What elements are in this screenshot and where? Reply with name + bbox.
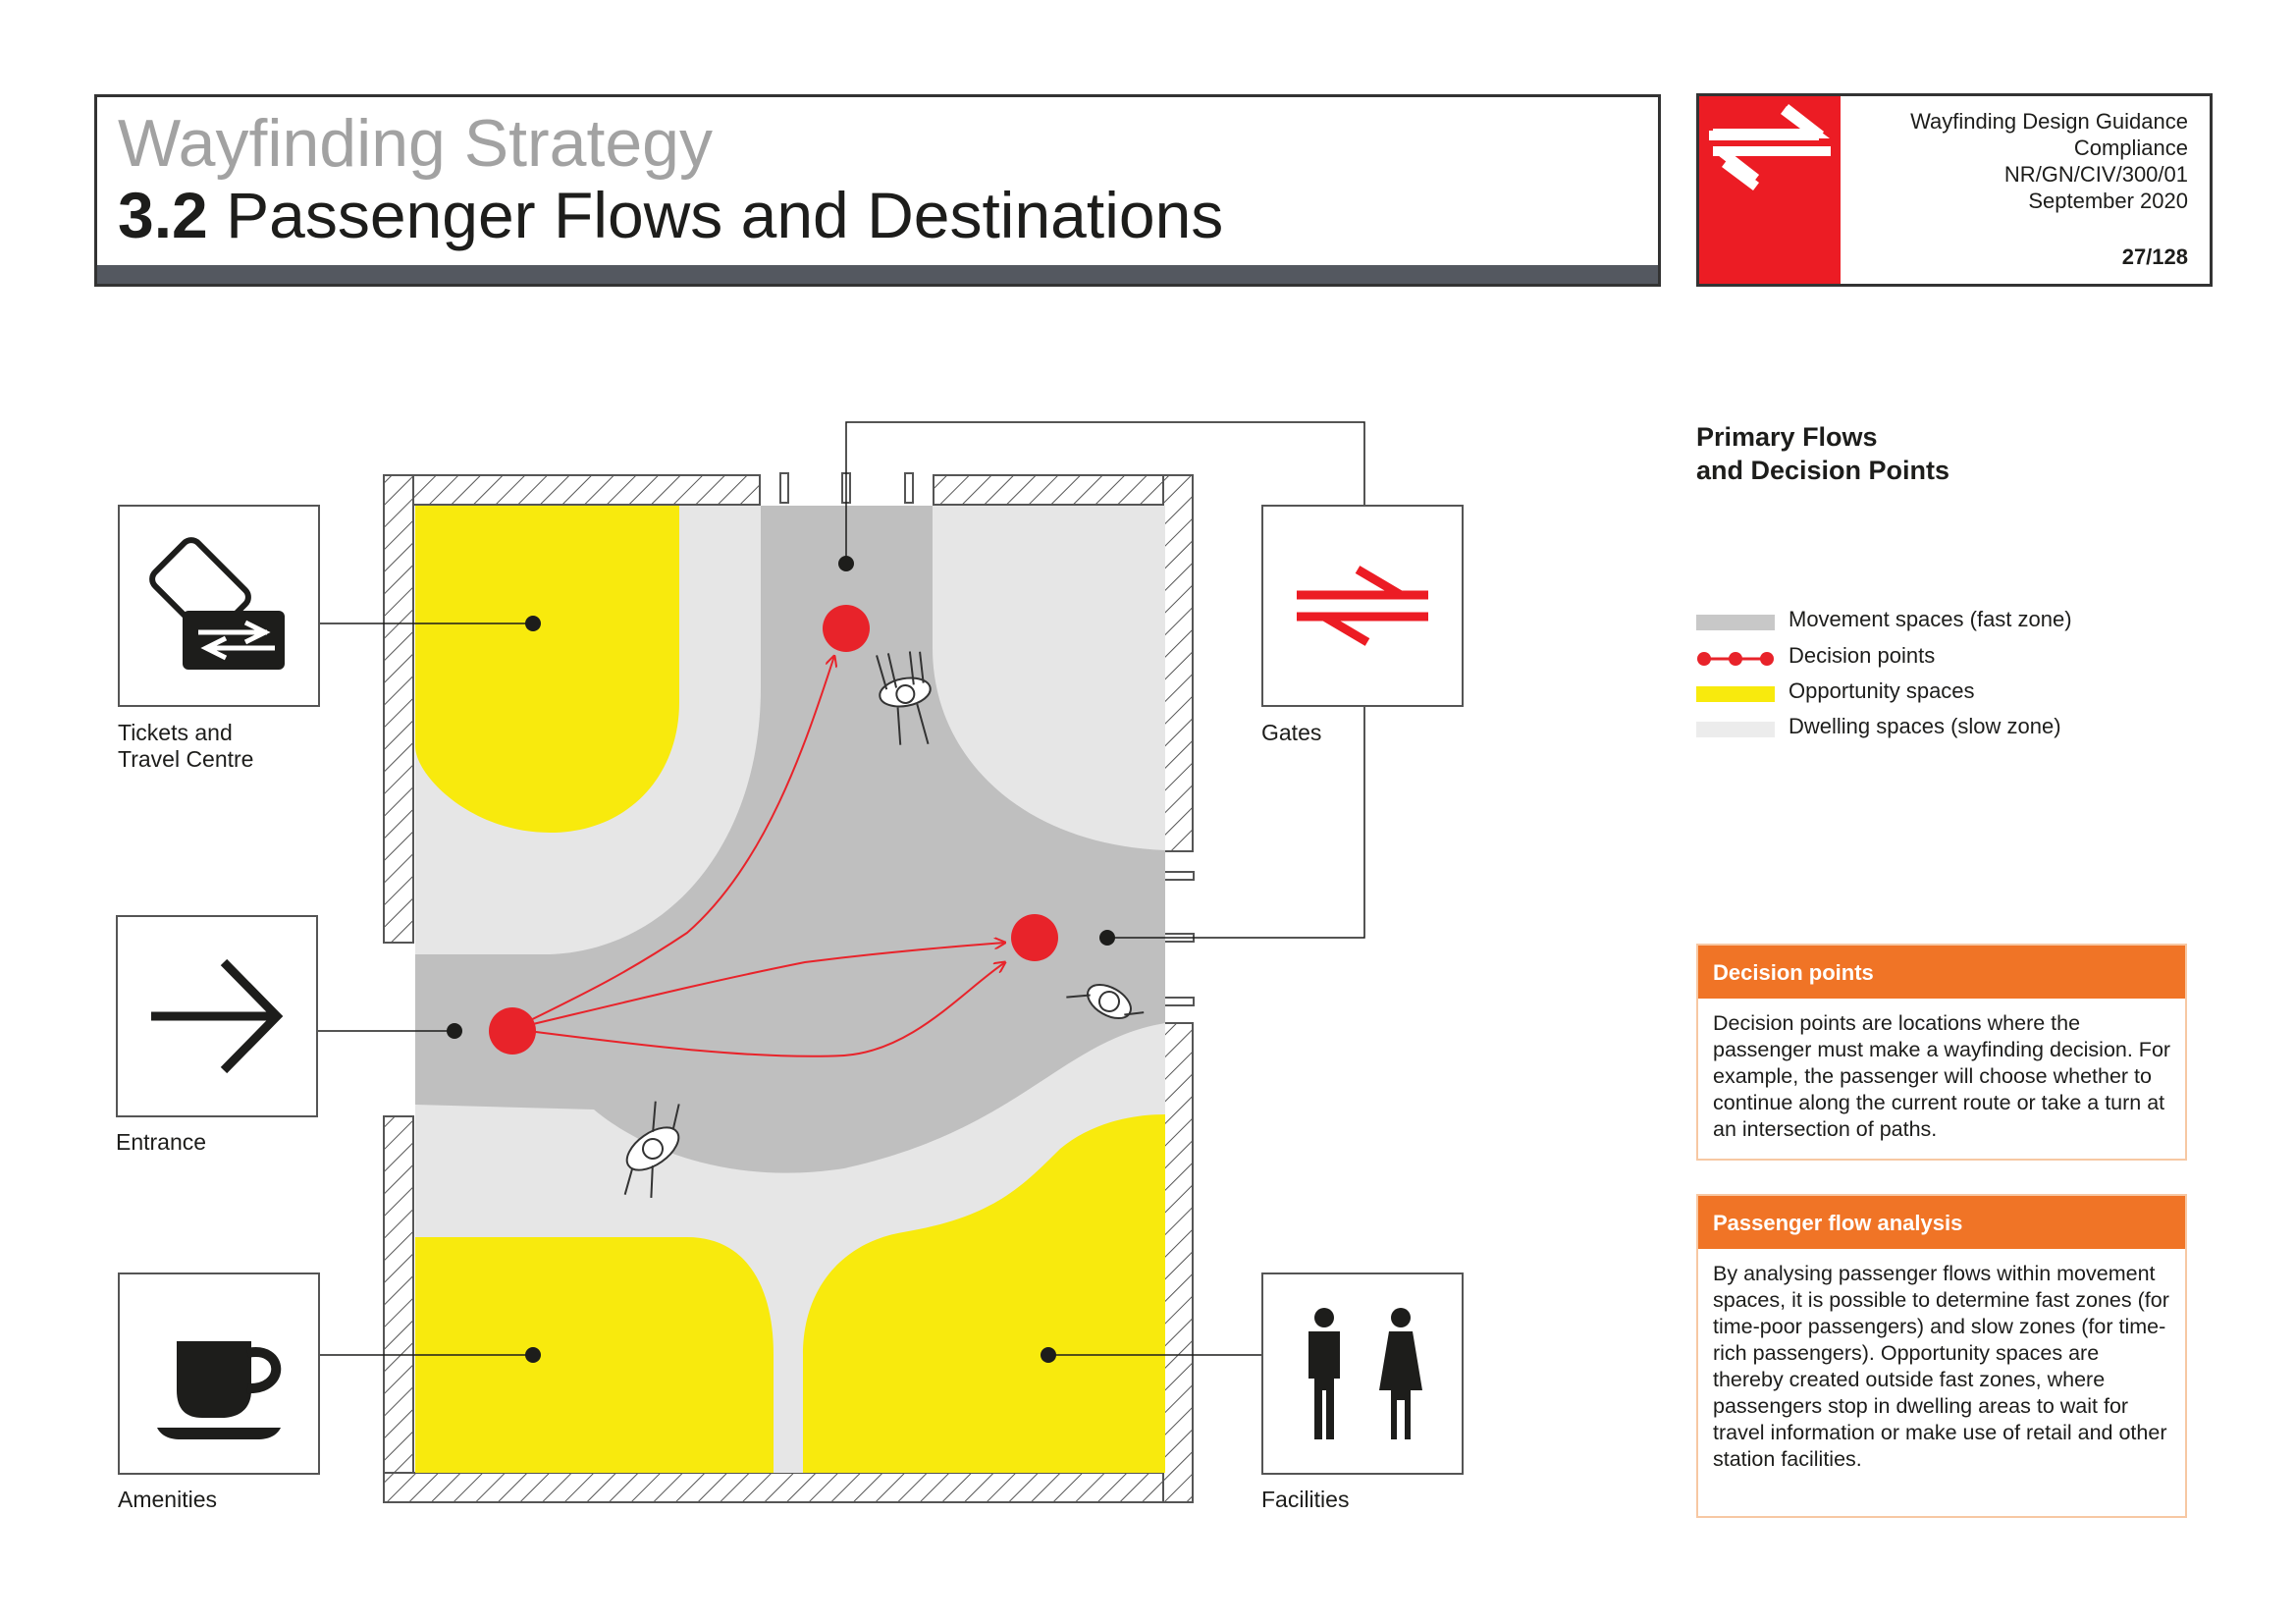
- section-subtitle: Wayfinding Strategy: [118, 106, 713, 181]
- section-number: 3.2: [118, 179, 208, 251]
- station-floor: [415, 506, 1165, 1473]
- document-info-box: [1696, 93, 2213, 287]
- gate-posts-right: [1164, 872, 1194, 1005]
- decision-point: [1011, 914, 1058, 961]
- entrance-label: Entrance: [116, 1129, 207, 1155]
- amenities-icon-box: [118, 1272, 320, 1475]
- decision-point: [489, 1007, 536, 1055]
- national-rail-double-arrow-icon: [1699, 96, 1841, 284]
- panel-header: Passenger flow analysis: [1698, 1196, 2185, 1249]
- gates-label: Gates: [1261, 720, 1322, 745]
- legend-swatch: [1696, 615, 1775, 630]
- panel-body: By analysing passenger flows within movement spaces, it is possible to determine fast zones (for time-poor passengers) and slow zones (for time-rich passengers). Opportunity spaces are thereby created outside fast zones, where passengers stop in dwelling areas to wait for travel information or make use of retail and other station facilities.: [1713, 1262, 2169, 1471]
- legend-swatch: [1696, 722, 1775, 737]
- page-number: 27/128: [2121, 244, 2188, 269]
- panel-header: Decision points: [1698, 946, 2185, 999]
- facilities-icon-box: [1261, 1272, 1464, 1475]
- legend-title: Primary Flows and Decision Points: [1696, 422, 1950, 485]
- doc-line: Compliance: [2073, 135, 2188, 160]
- legend-item-dwelling: [1696, 714, 2187, 741]
- legend-item-opportunity: [1696, 678, 2187, 706]
- decision-point: [823, 605, 870, 652]
- legend-label: Decision points: [1789, 643, 1936, 668]
- doc-line: NR/GN/CIV/300/01: [2003, 162, 2188, 187]
- toilets-icon: [1263, 1274, 1462, 1473]
- arrow-right-icon: [118, 917, 316, 1115]
- doc-line: Wayfinding Design Guidance: [1910, 109, 2188, 134]
- page-title-text: Passenger Flows and Destinations: [226, 179, 1224, 251]
- passenger-flow-panel: [1696, 1194, 2187, 1518]
- tickets-label: Tickets and Travel Centre: [118, 720, 254, 772]
- gates-icon-box: [1261, 505, 1464, 707]
- panel-body: Decision points are locations where the passenger must make a wayfinding decision. For example, the passenger will choose whether to continue along the current route or take a turn at an intersection of paths.: [1713, 1011, 2171, 1141]
- opportunity-space-tickets: [415, 506, 679, 833]
- ticket-icon: [120, 507, 318, 705]
- doc-line: September 2020: [2028, 189, 2188, 213]
- national-rail-logo-icon: [1263, 507, 1462, 705]
- legend-item-movement: [1696, 607, 2187, 634]
- decision-points-panel: [1696, 944, 2187, 1161]
- amenities-label: Amenities: [118, 1487, 217, 1512]
- tickets-icon-box: [118, 505, 320, 707]
- legend-label: Dwelling spaces (slow zone): [1789, 714, 2061, 738]
- legend-swatch: [1696, 686, 1775, 702]
- entrance-icon-box: [116, 915, 318, 1117]
- coffee-cup-icon: [120, 1274, 318, 1473]
- decision-points-swatch: [1696, 651, 1775, 667]
- facilities-label: Facilities: [1261, 1487, 1350, 1512]
- legend-item-decision: [1696, 643, 2187, 671]
- legend-label: Opportunity spaces: [1789, 678, 1975, 703]
- legend-label: Movement spaces (fast zone): [1789, 607, 2072, 631]
- document-reference: [1910, 108, 2188, 214]
